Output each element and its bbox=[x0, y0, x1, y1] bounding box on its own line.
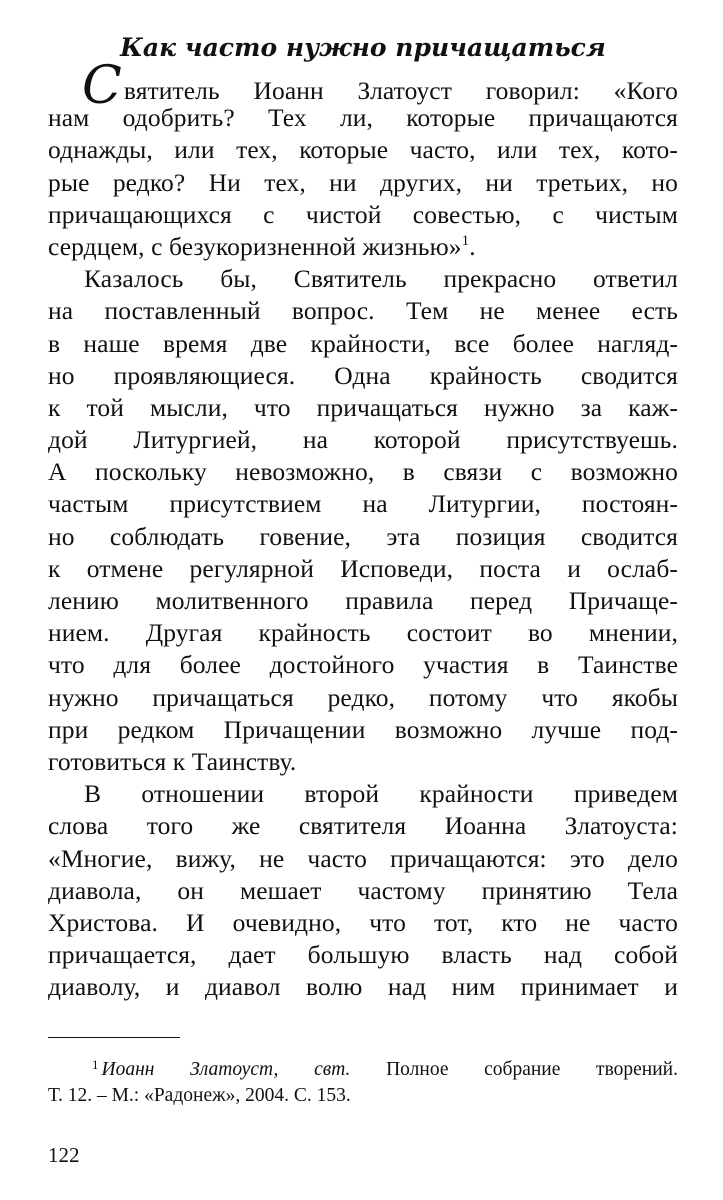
text-line: на поставленный вопрос. Тем не менее есть bbox=[48, 296, 678, 326]
footnote-author: Иоанн Златоуст, свт. bbox=[101, 1059, 351, 1081]
text-line: Христова. И очевидно, что тот, кто не часто bbox=[48, 907, 678, 937]
text-line: сердцем, с безукоризненной жизнью»$^1$. bbox=[48, 231, 476, 261]
page-body bbox=[48, 30, 678, 1109]
page-number: 122 bbox=[48, 1143, 80, 1167]
text-line: нием. Другая крайность состоит во мнении, bbox=[48, 618, 678, 648]
text-line: нужно причащаться редко, потому что якобы bbox=[48, 682, 678, 712]
text-line: готовиться к Таинству. bbox=[48, 746, 297, 776]
text-line: Казалось бы, Святитель прекрасно ответил bbox=[84, 264, 678, 294]
text-line: что для более достойного участия в Таинстве bbox=[48, 650, 678, 680]
text-line: при редком Причащении возможно лучше под- bbox=[48, 714, 678, 744]
text-line: однажды, или тех, которые часто, или тех, кото- bbox=[48, 135, 678, 165]
text-line: Святитель Иоанн Златоуст говорил: «Кого bbox=[82, 56, 678, 116]
text-line: к той мысли, что причащаться нужно за каж- bbox=[48, 392, 678, 422]
drop-cap: С bbox=[82, 56, 122, 116]
text-line: в наше время две крайности, все более нагляд- bbox=[48, 328, 678, 358]
text-line: но проявляющиеся. Одна крайность сводится bbox=[48, 360, 678, 390]
text-line: лению молитвенного правила перед Причаще- bbox=[48, 586, 678, 615]
paragraph-1 bbox=[48, 56, 678, 263]
text-line: дой Литургией, на которой присутствуешь. bbox=[48, 425, 678, 455]
chapter-title: Как часто нужно причащаться bbox=[120, 33, 606, 62]
footnote-line: Т. 12. – М.: «Радонеж», 2004. С. 153. bbox=[48, 1085, 351, 1107]
text-line: частым присутствием на Литургии, постоян- bbox=[48, 489, 678, 519]
text-line: причащающихся с чистой совестью, с чистым bbox=[48, 199, 678, 229]
text-line: нам одобрить? Тех ли, которые причащаются bbox=[48, 103, 678, 133]
footnote-ref: 1 bbox=[461, 232, 470, 249]
text-line: рые редко? Ни тех, ни других, ни третьих, но bbox=[48, 167, 678, 197]
text-line: диаволу, и диавол волю над ним принимает и bbox=[48, 972, 678, 1002]
footnote-divider bbox=[48, 1037, 180, 1038]
footnote bbox=[48, 1052, 678, 1109]
paragraph-3 bbox=[48, 778, 678, 1003]
text-line: А поскольку невозможно, в связи с возможно bbox=[48, 457, 678, 487]
text-line: «Многие, вижу, не часто причащаются: это дело bbox=[48, 843, 678, 873]
text-line: В отношении второй крайности приведем bbox=[84, 779, 678, 809]
text-line: но соблюдать говение, эта позиция сводится bbox=[48, 521, 678, 551]
text-line: слова того же святителя Иоанна Златоуста: bbox=[48, 811, 678, 841]
footnote-number: 1 bbox=[92, 1057, 99, 1073]
text-line: причащается, дает большую власть над собой bbox=[48, 940, 678, 970]
paragraph-2 bbox=[48, 263, 678, 778]
text-line: диавола, он мешает частому принятию Тела bbox=[48, 875, 678, 905]
footnote-line: $^1$ Иоанн Златоуст, свт. Полное собрание творений. bbox=[92, 1057, 678, 1081]
text-line: к отмене регулярной Исповеди, поста и ослаб- bbox=[48, 553, 678, 583]
